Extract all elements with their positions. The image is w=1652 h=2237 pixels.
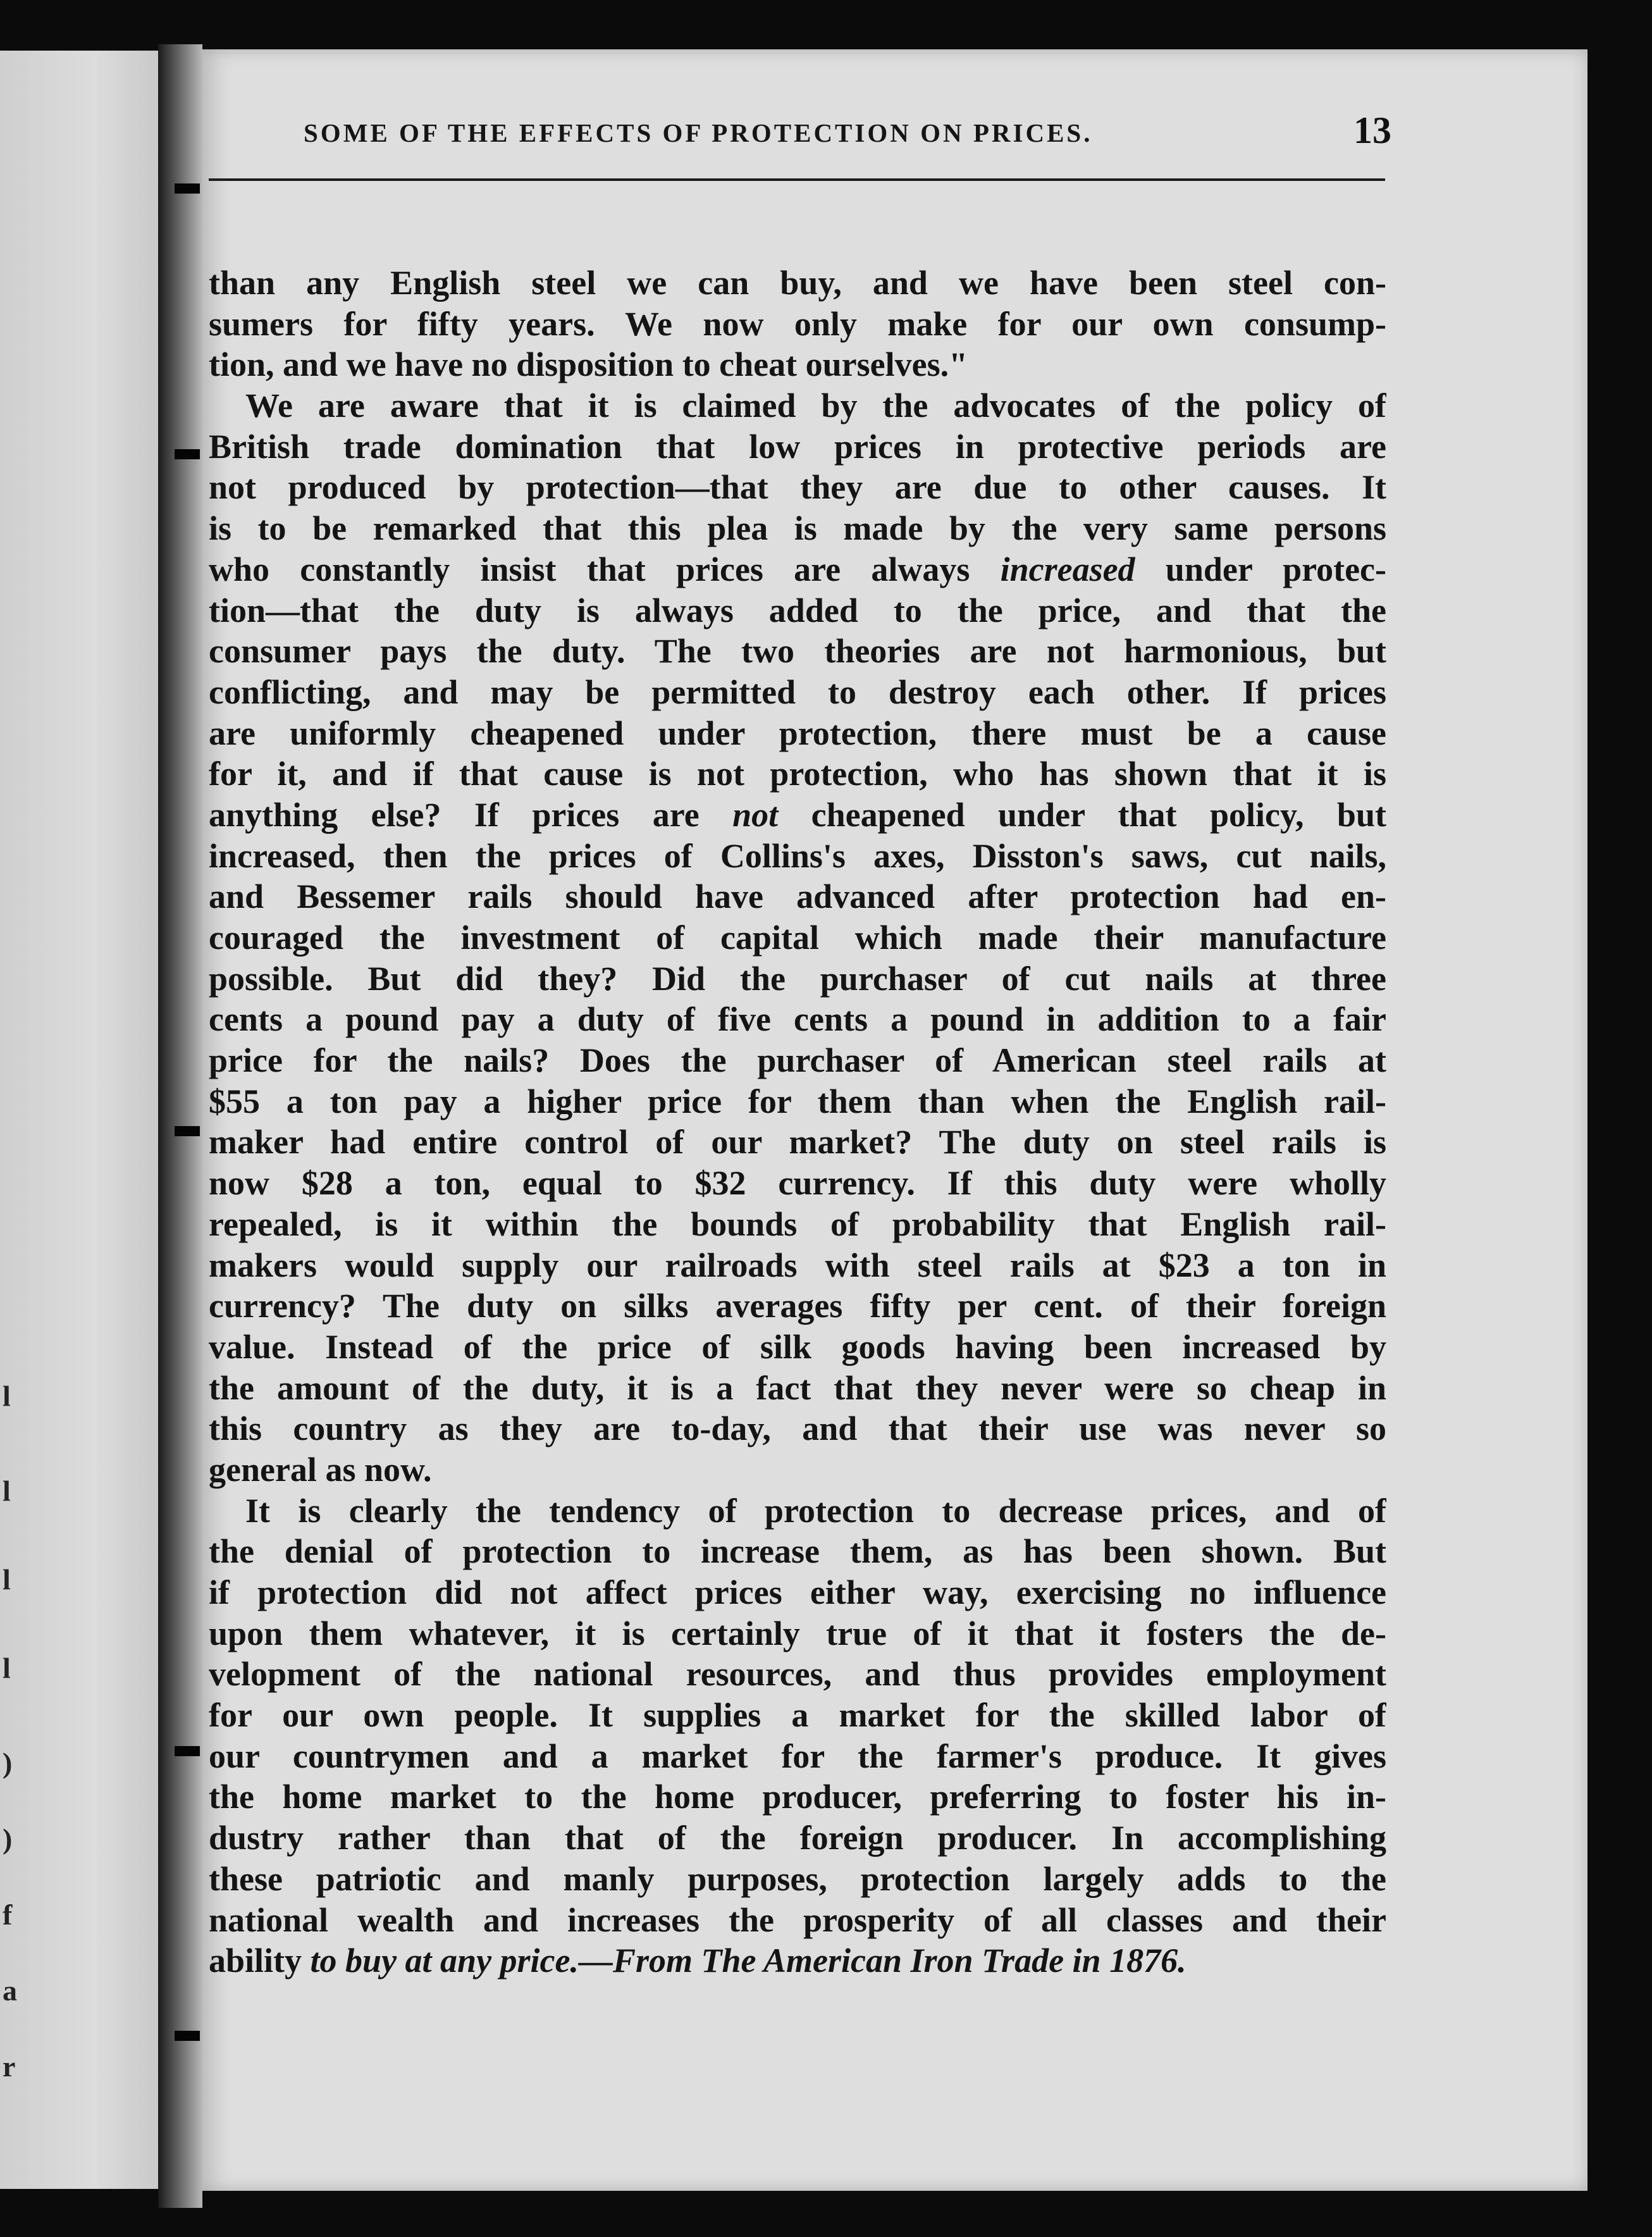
text-line: sumers for fifty years. We now only make for our own consump- <box>209 304 1386 343</box>
text-line: for it, and if that cause is not protection, who has shown that it is <box>209 755 1386 793</box>
facing-page-glyph: a <box>3 1974 17 2007</box>
text-line: for our own people. It supplies a market for the skilled labor of <box>209 1696 1386 1735</box>
text-line: possible. But did they? Did the purchaser of cut nails at three <box>209 959 1386 998</box>
text-line: $55 a ton pay a higher price for them than when the English rail- <box>209 1082 1386 1120</box>
facing-page-glyph: l <box>3 1475 11 1507</box>
facing-page-edge <box>0 51 158 2189</box>
text-line: repealed, is it within the bounds of probability that English rail- <box>209 1205 1386 1243</box>
facing-page-glyph: r <box>3 2050 16 2083</box>
page-number: 13 <box>1353 109 1391 151</box>
text-line: general as now. <box>209 1450 432 1489</box>
text-line: increased, then the prices of Collins's axes, Disston's saws, cut nails, <box>209 836 1386 875</box>
text-line: these patriotic and manly purposes, protection largely adds to the <box>209 1859 1386 1898</box>
text-line: velopment of the national resources, and thus provides employment <box>209 1655 1386 1694</box>
text-line: price for the nails? Does the purchaser of American steel rails at <box>209 1041 1386 1080</box>
binding-stitch <box>175 449 200 459</box>
text-line: and Bessemer rails should have advanced after protection had en- <box>209 877 1386 916</box>
text-line: now $28 a ton, equal to $32 currency. If this duty were wholly <box>209 1164 1386 1203</box>
text-line: It is clearly the tendency of protection to decrease prices, and of <box>245 1491 1386 1530</box>
facing-page-glyph: f <box>3 1899 13 1931</box>
text-line: tion, and we have no disposition to cheat ourselves." <box>209 345 968 384</box>
text-line: who constantly insist that prices are always increased under protec- <box>209 550 1386 588</box>
text-line: than any English steel we can buy, and we have been steel con- <box>209 264 1386 302</box>
text-line: are uniformly cheapened under protection, there must be a cause <box>209 714 1386 752</box>
body-text <box>209 263 1386 1981</box>
facing-page-glyph: l <box>3 1563 11 1596</box>
header-rule <box>209 178 1385 181</box>
text-line: value. Instead of the price of silk goods having been increased by <box>209 1327 1386 1366</box>
text-line: dustry rather than that of the foreign producer. In accomplishing <box>209 1819 1386 1857</box>
binding-stitch <box>175 1126 200 1136</box>
paragraph <box>209 263 1386 385</box>
binding-stitch <box>175 1746 200 1756</box>
text-line: if protection did not affect prices either way, exercising no influence <box>209 1573 1386 1611</box>
text-line: anything else? If prices are not cheapened under that policy, but <box>209 795 1386 834</box>
text-line: cents a pound pay a duty of five cents a pound in addition to a fair <box>209 1000 1386 1039</box>
text-line: the home market to the home producer, preferring to foster his in- <box>209 1778 1386 1816</box>
text-line: our countrymen and a market for the farmer's produce. It gives <box>209 1737 1386 1775</box>
binding-stitch <box>175 183 200 194</box>
text-line: national wealth and increases the prosperity of all classes and their <box>209 1900 1386 1939</box>
text-line: conflicting, and may be permitted to destroy each other. If prices <box>209 672 1386 711</box>
text-line: upon them whatever, it is certainly true of it that it fosters the de- <box>209 1614 1386 1652</box>
text-line: the denial of protection to increase them, as has been shown. But <box>209 1532 1386 1571</box>
text-line: the amount of the duty, it is a fact that they never were so cheap in <box>209 1368 1386 1407</box>
text-line: consumer pays the duty. The two theories are not harmonious, but <box>209 632 1386 671</box>
text-line: tion—that the duty is always added to the price, and that the <box>209 591 1386 629</box>
facing-page-glyph: ) <box>3 1747 13 1779</box>
text-line: currency? The duty on silks averages fifty per cent. of their foreign <box>209 1287 1386 1325</box>
facing-page-glyph: l <box>3 1652 11 1684</box>
running-title: SOME OF THE EFFECTS OF PROTECTION ON PRICES. <box>304 118 1093 147</box>
text-line: this country as they are to-day, and that their use was never so <box>209 1410 1386 1448</box>
text-line: not produced by protection—that they are due to other causes. It <box>209 468 1386 507</box>
running-head <box>209 109 1391 159</box>
book-spine <box>158 44 202 2208</box>
text-line: maker had entire control of our market? The duty on steel rails is <box>209 1123 1386 1162</box>
text-line: British trade domination that low prices in protective periods are <box>209 427 1386 466</box>
text-line: couraged the investment of capital which made their manufacture <box>209 919 1386 957</box>
facing-page-glyph: l <box>3 1380 11 1412</box>
paragraph <box>209 385 1386 1490</box>
facing-page-glyph: ) <box>3 1823 13 1855</box>
text-line: makers would supply our railroads with steel rails at $23 a ton in <box>209 1246 1386 1284</box>
paragraph <box>209 1490 1386 1981</box>
text-line: ability to buy at any price.—From The American Iron Trade in 1876. <box>209 1942 1187 1980</box>
text-line: is to be remarked that this plea is made by the very same persons <box>209 509 1386 548</box>
text-line: We are aware that it is claimed by the advocates of the policy of <box>245 387 1386 425</box>
binding-stitch <box>175 2031 200 2041</box>
